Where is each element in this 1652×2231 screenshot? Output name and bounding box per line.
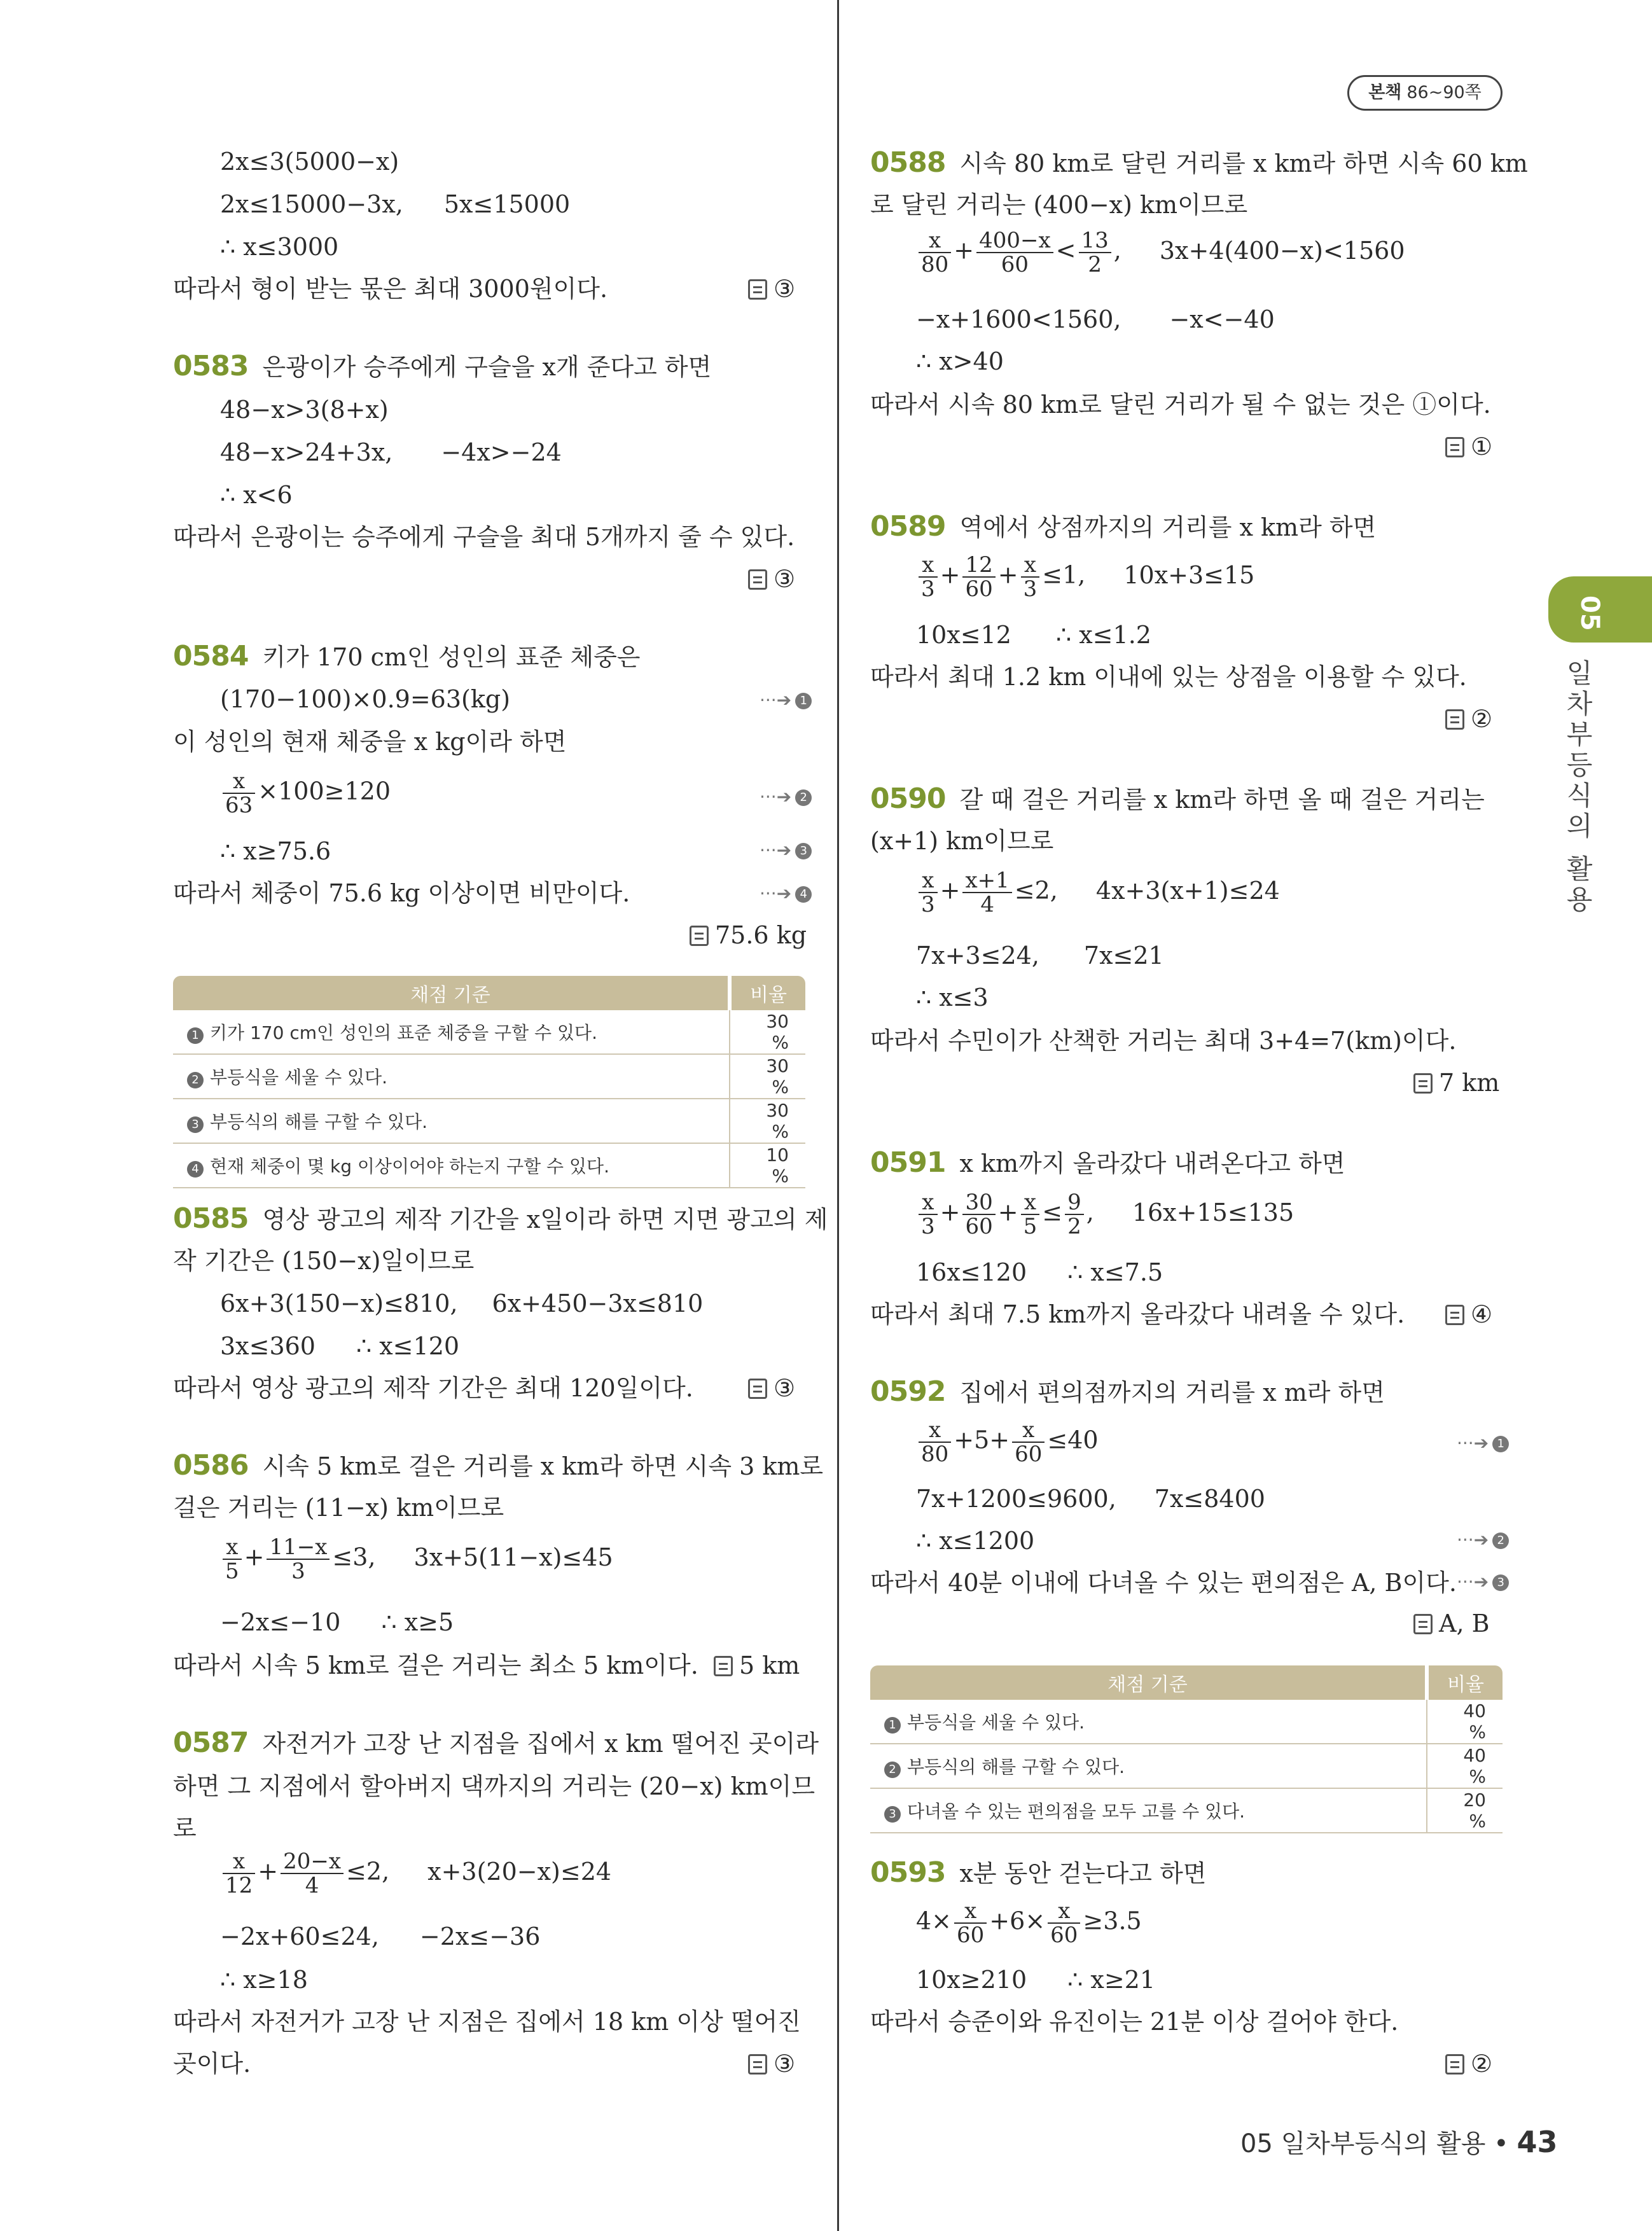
text-line: (x+1) km이므로 [870, 827, 1054, 855]
answer: ③ [748, 274, 795, 304]
eq-line: $\frac{x}{3}$ + $\frac{12}{60}$ + $\frac{x}{3}$ ≤1, 10x+3≤15 [916, 553, 1254, 601]
text-line: 로 달린 거리는 (400−x) km이므로 [870, 191, 1248, 219]
answer: ② [1445, 2048, 1492, 2079]
eq-line: 16x≤120 ∴ x≤7.5 [916, 1258, 1163, 1286]
answer-icon [1445, 1305, 1464, 1325]
eq-line: 48−x>24+3x, −4x>−24 [220, 438, 562, 466]
eq-line: ∴ x<6 [220, 481, 293, 509]
table-row: 2 부등식을 세울 수 있다. 30 % [173, 1054, 805, 1099]
answer-icon [1445, 437, 1464, 457]
problem-0593-heading: 0593 x분 동안 걷는다고 하면 [870, 1856, 1207, 1889]
answer: ① [1445, 431, 1492, 462]
answer-icon [748, 1379, 767, 1399]
answer-icon [1413, 1614, 1433, 1634]
problem-0584-heading: 0584 키가 170 cm인 성인의 표준 체중은 [173, 640, 641, 672]
step-marker: ···➔ 2 [1457, 1529, 1509, 1550]
eq-line: $\frac{x}{80}$ + $\frac{400-x}{60}$ < $\frac{13}{2}$ , 3x+4(400−x)<1560 [916, 229, 1405, 276]
answer-icon [1445, 2054, 1464, 2075]
conclusion: 따라서 시속 5 km로 걸은 거리는 최소 5 km이다. [173, 1651, 698, 1679]
problem-0589-heading: 0589 역에서 상점까지의 거리를 x km라 하면 [870, 510, 1377, 543]
page-number: 43 [1517, 2125, 1558, 2159]
step-marker: ···➔ 1 [1457, 1433, 1509, 1454]
answer-icon [690, 926, 709, 946]
table-row: 4 현재 체중이 몇 kg 이상이어야 하는지 구할 수 있다. 10 % [173, 1143, 805, 1188]
table-row: 3 다녀올 수 있는 편의점을 모두 고를 수 있다. 20 % [870, 1788, 1503, 1833]
text-line: 걸은 거리는 (11−x) km이므로 [173, 1494, 504, 1522]
answer-icon [748, 2054, 767, 2075]
conclusion: 따라서 체중이 75.6 kg 이상이면 비만이다. [173, 879, 630, 907]
step-marker: ···➔ 3 [1457, 1571, 1509, 1592]
problem-0591-heading: 0591 x km까지 올라갔다 내려온다고 하면 [870, 1146, 1345, 1179]
eq-line: 7x+3≤24, 7x≤21 [916, 942, 1164, 970]
conclusion: 따라서 수민이가 산책한 거리는 최대 3+4=7(km)이다. [870, 1027, 1457, 1055]
text-line: 이 성인의 현재 체중을 x kg이라 하면 [173, 728, 567, 756]
table-row: 2 부등식의 해를 구할 수 있다. 40 % [870, 1744, 1503, 1788]
step-marker: ···➔ 4 [760, 883, 812, 904]
answer: ③ [748, 2048, 795, 2079]
chapter-tab: 05 [1548, 576, 1652, 643]
eq-line: $\frac{x}{80}$ +5+ $\frac{x}{60}$ ≤40 [916, 1419, 1099, 1466]
eq-line: $\frac{x}{3}$ + $\frac{x+1}{4}$ ≤2, 4x+3(x+1)≤24 [916, 869, 1280, 916]
eq-line: ∴ x≤3000 [220, 233, 339, 261]
answer-icon [1445, 709, 1464, 730]
step-marker: ···➔ 1 [760, 690, 812, 711]
table-row: 1 부등식을 세울 수 있다. 40 % [870, 1700, 1503, 1744]
scoring-table: 채점 기준 비율 1 부등식을 세울 수 있다. 40 % 2 부등식의 해를 구할 수 있다. 40 % 3 다녀올 수 있는 편의점을 모두 고를 수 있다. 20 % [870, 1665, 1503, 1833]
eq-line: 6x+3(150−x)≤810, 6x+450−3x≤810 [220, 1289, 704, 1317]
answer-icon [748, 279, 767, 300]
table-row: 3 부등식의 해를 구할 수 있다. 30 % [173, 1099, 805, 1143]
conclusion: 따라서 은광이는 승주에게 구슬을 최대 5개까지 줄 수 있다. [173, 523, 795, 551]
answer-icon [748, 569, 767, 590]
eq-line: $\frac{x}{5}$ + $\frac{11-x}{3}$ ≤3, 3x+5(11−x)≤45 [220, 1536, 613, 1583]
problem-0583-heading: 0583 은광이가 승주에게 구슬을 x개 준다고 하면 [173, 350, 712, 382]
conclusion: 따라서 최대 1.2 km 이내에 있는 상점을 이용할 수 있다. [870, 663, 1467, 691]
eq-line: ∴ x≤3 [916, 983, 989, 1011]
problem-0590-heading: 0590 갈 때 걸은 거리를 x km라 하면 올 때 걸은 거리는 [870, 782, 1485, 815]
problem-0585-heading: 0585 영상 광고의 제작 기간을 x일이라 하면 지면 광고의 제 [173, 1202, 828, 1235]
page-footer: 05 일차부등식의 활용 • 43 [1240, 2125, 1558, 2159]
eq-line: 7x+1200≤9600, 7x≤8400 [916, 1485, 1265, 1513]
eq-line: 3x≤360 ∴ x≤120 [220, 1332, 460, 1360]
eq-line: ∴ x≥75.6 [220, 837, 331, 865]
table-row: 1 키가 170 cm인 성인의 표준 체중을 구할 수 있다. 30 % [173, 1010, 805, 1054]
scoring-table: 채점 기준 비율 1 키가 170 cm인 성인의 표준 체중을 구할 수 있다. 30 % 2 부등식을 세울 수 있다. 30 % 3 부등식의 해를 구할 수 있다. 30 % 4 현재 체중이 몇 kg 이상이어야 하는지 구할 수 있다. 10 % [173, 976, 805, 1188]
problem-0588-heading: 0588 시속 80 km로 달린 거리를 x km라 하면 시속 60 km [870, 146, 1528, 179]
eq-line: −2x+60≤24, −2x≤−36 [220, 1922, 541, 1950]
eq-line: 10x≥210 ∴ x≥21 [916, 1966, 1156, 1994]
answer: ④ [1445, 1299, 1492, 1330]
answer: ② [1445, 704, 1492, 734]
column-divider [837, 0, 839, 2231]
answer: 7 km [1413, 1067, 1499, 1098]
conclusion: 따라서 자전거가 고장 난 지점은 집에서 18 km 이상 떨어진 [173, 2008, 801, 2036]
conclusion: 따라서 영상 광고의 제작 기간은 최대 120일이다. [173, 1374, 693, 1402]
conclusion: 따라서 최대 7.5 km까지 올라갔다 내려올 수 있다. [870, 1300, 1405, 1328]
chapter-side-title: 일차부등식의 활용 [1562, 659, 1593, 916]
problem-0592-heading: 0592 집에서 편의점까지의 거리를 x m라 하면 [870, 1375, 1385, 1408]
conclusion: 곳이다. [173, 2050, 251, 2078]
conclusion: 따라서 40분 이내에 다녀올 수 있는 편의점은 A, B이다. [870, 1569, 1457, 1597]
step-marker: ···➔ 2 [760, 786, 812, 807]
eq-line: −2x≤−10 ∴ x≥5 [220, 1608, 454, 1636]
step-marker: ···➔ 3 [760, 840, 812, 861]
text-line: 로 [173, 1814, 197, 1842]
text-line: 작 기간은 (150−x)일이므로 [173, 1247, 475, 1275]
eq-line: 4× $\frac{x}{60}$ +6× $\frac{x}{60}$ ≥3.5 [916, 1898, 1142, 1948]
eq-line: −x+1600<1560, −x<−40 [916, 305, 1275, 333]
answer: 75.6 kg [690, 920, 807, 950]
answer: ③ [748, 1373, 795, 1403]
eq-line: (170−100)×0.9=63(kg) [220, 685, 511, 713]
eq-line: 2x≤3(5000−x) [220, 148, 399, 176]
conclusion: 따라서 시속 80 km로 달린 거리가 될 수 없는 것은 ①이다. [870, 391, 1491, 419]
answer: ③ [748, 564, 795, 594]
problem-0586-heading: 0586 시속 5 km로 걸은 거리를 x km라 하면 시속 3 km로 [173, 1449, 824, 1482]
conclusion: 따라서 승준이와 유진이는 21분 이상 걸어야 한다. [870, 2008, 1399, 2036]
eq-line: ∴ x>40 [916, 347, 1004, 375]
answer-icon [1413, 1073, 1433, 1094]
page-range-badge: 본책 86~90쪽 [1347, 75, 1503, 111]
answer-icon [714, 1656, 733, 1676]
eq-line: 48−x>3(8+x) [220, 396, 389, 424]
eq-line: ∴ x≤1200 [916, 1527, 1035, 1555]
answer: A, B [1413, 1608, 1490, 1639]
eq-line: $\frac{x}{12}$ + $\frac{20-x}{4}$ ≤2, x+3(20−x)≤24 [220, 1850, 611, 1897]
conclusion: 따라서 형이 받는 몫은 최대 3000원이다. [173, 275, 608, 303]
text-line: 하면 그 지점에서 할아버지 댁까지의 거리는 (20−x) km이므 [173, 1772, 816, 1800]
problem-0587-heading: 0587 자전거가 고장 난 지점을 집에서 x km 떨어진 곳이라 [173, 1727, 819, 1759]
eq-line: $\frac{x}{3}$ + $\frac{30}{60}$ + $\frac{x}{5}$ ≤ $\frac{9}{2}$ , 16x+15≤135 [916, 1191, 1294, 1238]
eq-line: 10x≤12 ∴ x≤1.2 [916, 621, 1151, 649]
eq-line: $\frac{x}{63}$ ×100≥120 [220, 770, 391, 817]
eq-line: ∴ x≥18 [220, 1966, 308, 1994]
eq-line: 2x≤15000−3x, 5x≤15000 [220, 190, 571, 218]
answer: 5 km [714, 1650, 800, 1681]
